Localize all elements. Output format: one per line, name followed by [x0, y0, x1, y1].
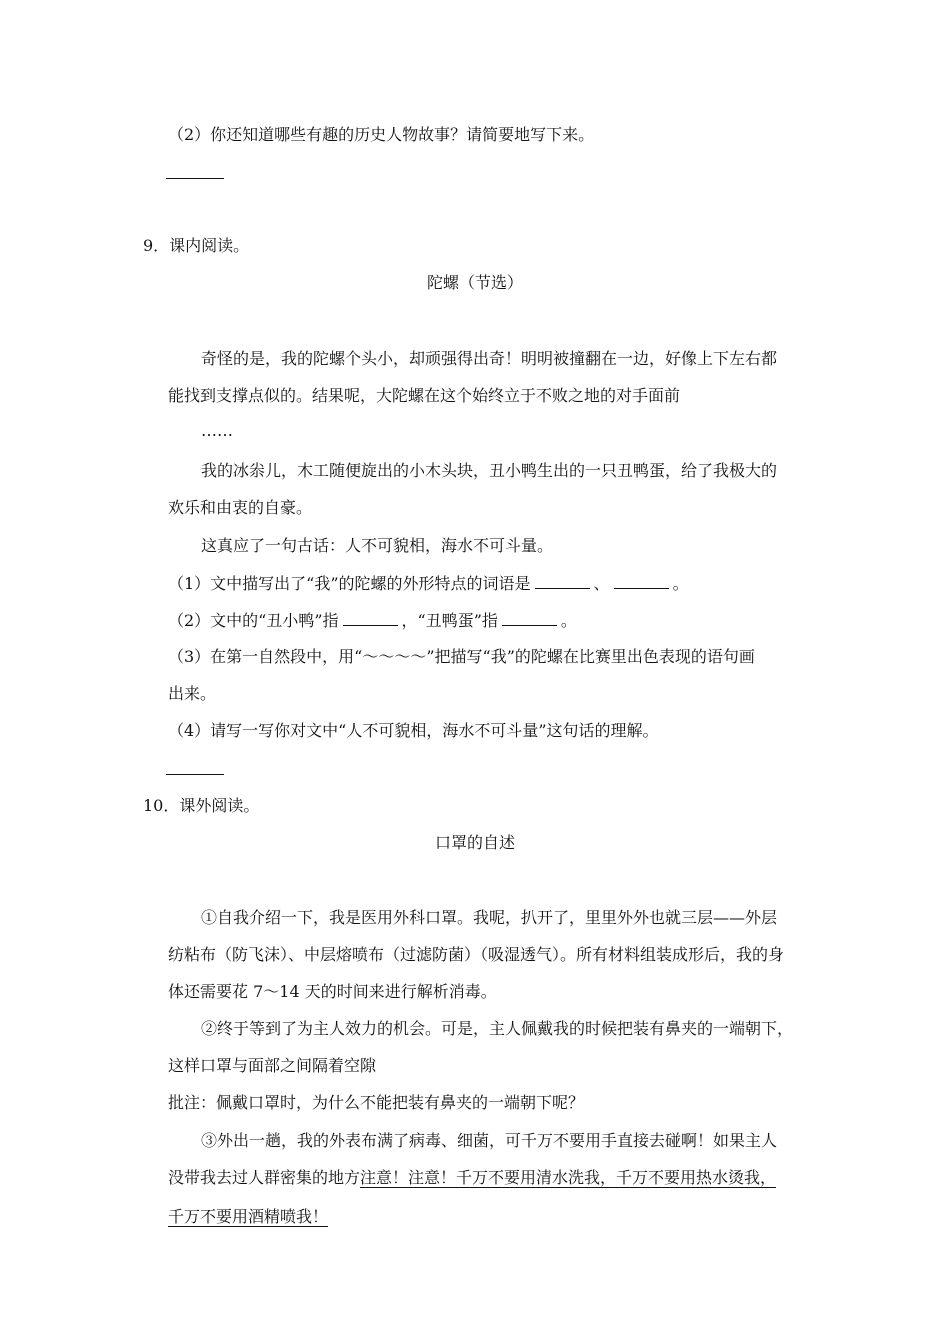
q10-p1-line2: 纺粘布（防飞沫）、中层熔喷布（过滤防菌）（吸湿透气）。所有材料组装成形后，我的身 [168, 945, 785, 964]
q9-sub1-blank-2[interactable] [614, 572, 669, 589]
q8-sub2-answer-line[interactable] [166, 178, 224, 179]
q10-p3-line3 [168, 1206, 328, 1228]
q9-p1-line1: 奇怪的是，我的陀螺个头小，却顽强得出奇！明明被撞翻在一边，好像上下左右都 [201, 349, 778, 368]
q10-p3-underlined-2: 千万不要用酒精喷我！ [168, 1207, 329, 1226]
q10-p3-underlined-1: 注意！注意！千万不要用清水洗我，千万不要用热水烫我， [360, 1168, 777, 1187]
q9-sub2-blank-1[interactable] [343, 609, 398, 626]
q9-sub1-separator: 、 [593, 574, 610, 593]
q9-p2-line2: 欢乐和由衷的自豪。 [168, 498, 313, 517]
q9-sub1-blank-1[interactable] [535, 572, 590, 589]
q9-passage-title: 陀螺（节选） [426, 273, 523, 292]
q10-p1-line1: ①自我介绍一下，我是医用外科口罩。我呢，扒开了，里里外外也就三层——外层 [201, 908, 778, 927]
q10-p3-line2 [168, 1167, 776, 1189]
q9-p2-line1: 我的冰尜儿，木工随便旋出的小木头块，丑小鸭生出的一只丑鸭蛋，给了我极大的 [201, 461, 778, 480]
q9-sub2 [168, 609, 577, 632]
q9-sub1-text: （1）文中描写出了“我”的陀螺的外形特点的词语是 [168, 574, 531, 593]
q10-p1-line3: 体还需要花 7～14 天的时间来进行解析消毒。 [168, 982, 497, 1001]
q9-p3: 这真应了一句古话：人不可貌相，海水不可斗量。 [201, 536, 554, 555]
q8-sub2: （2）你还知道哪些有趣的历史人物故事？请简要地写下来。 [168, 125, 595, 144]
q9-sub2-blank-2[interactable] [502, 609, 557, 626]
q9-sub3-line1: （3）在第一自然段中，用“～～～～”把描写“我”的陀螺在比赛里出色表现的语句画 [168, 647, 755, 666]
q9-sub3-line2: 出来。 [168, 684, 217, 703]
q9-sub1 [168, 572, 689, 595]
q10-passage-title: 口罩的自述 [434, 833, 515, 852]
q9-sub1-end: 。 [672, 574, 689, 593]
q10-annotation: 批注：佩戴口罩时，为什么不能把装有鼻夹的一端朝下呢？ [168, 1093, 585, 1112]
q10-p3-line2-text: 没带我去过人群密集的地方 [168, 1168, 361, 1187]
q9-ellipsis: …… [201, 421, 233, 440]
q10-heading: 10．课外阅读。 [143, 796, 260, 815]
q9-sub4-answer-line[interactable] [166, 774, 224, 775]
q9-sub2-end: 。 [560, 611, 577, 630]
q9-p1-line2: 能找到支撑点似的。结果呢，大陀螺在这个始终立于不败之地的对手面前 [168, 386, 681, 405]
q10-p2-line1: ②终于等到了为主人效力的机会。可是，主人佩戴我的时候把装有鼻夹的一端朝下， [201, 1019, 794, 1038]
q9-heading: 9．课内阅读。 [143, 236, 250, 255]
q10-p3-line1: ③外出一趟，我的外表布满了病毒、细菌，可千万不要用手直接去碰啊！如果主人 [201, 1131, 778, 1150]
q9-sub4: （4）请写一写你对文中“人不可貌相，海水不可斗量”这句话的理解。 [168, 721, 659, 740]
q9-sub2-text-b: ，“丑鸭蛋”指 [401, 611, 498, 630]
q10-p2-line2: 这样口罩与面部之间隔着空隙 [168, 1056, 377, 1075]
q9-sub2-text-a: （2）文中的“丑小鸭”指 [168, 611, 339, 630]
